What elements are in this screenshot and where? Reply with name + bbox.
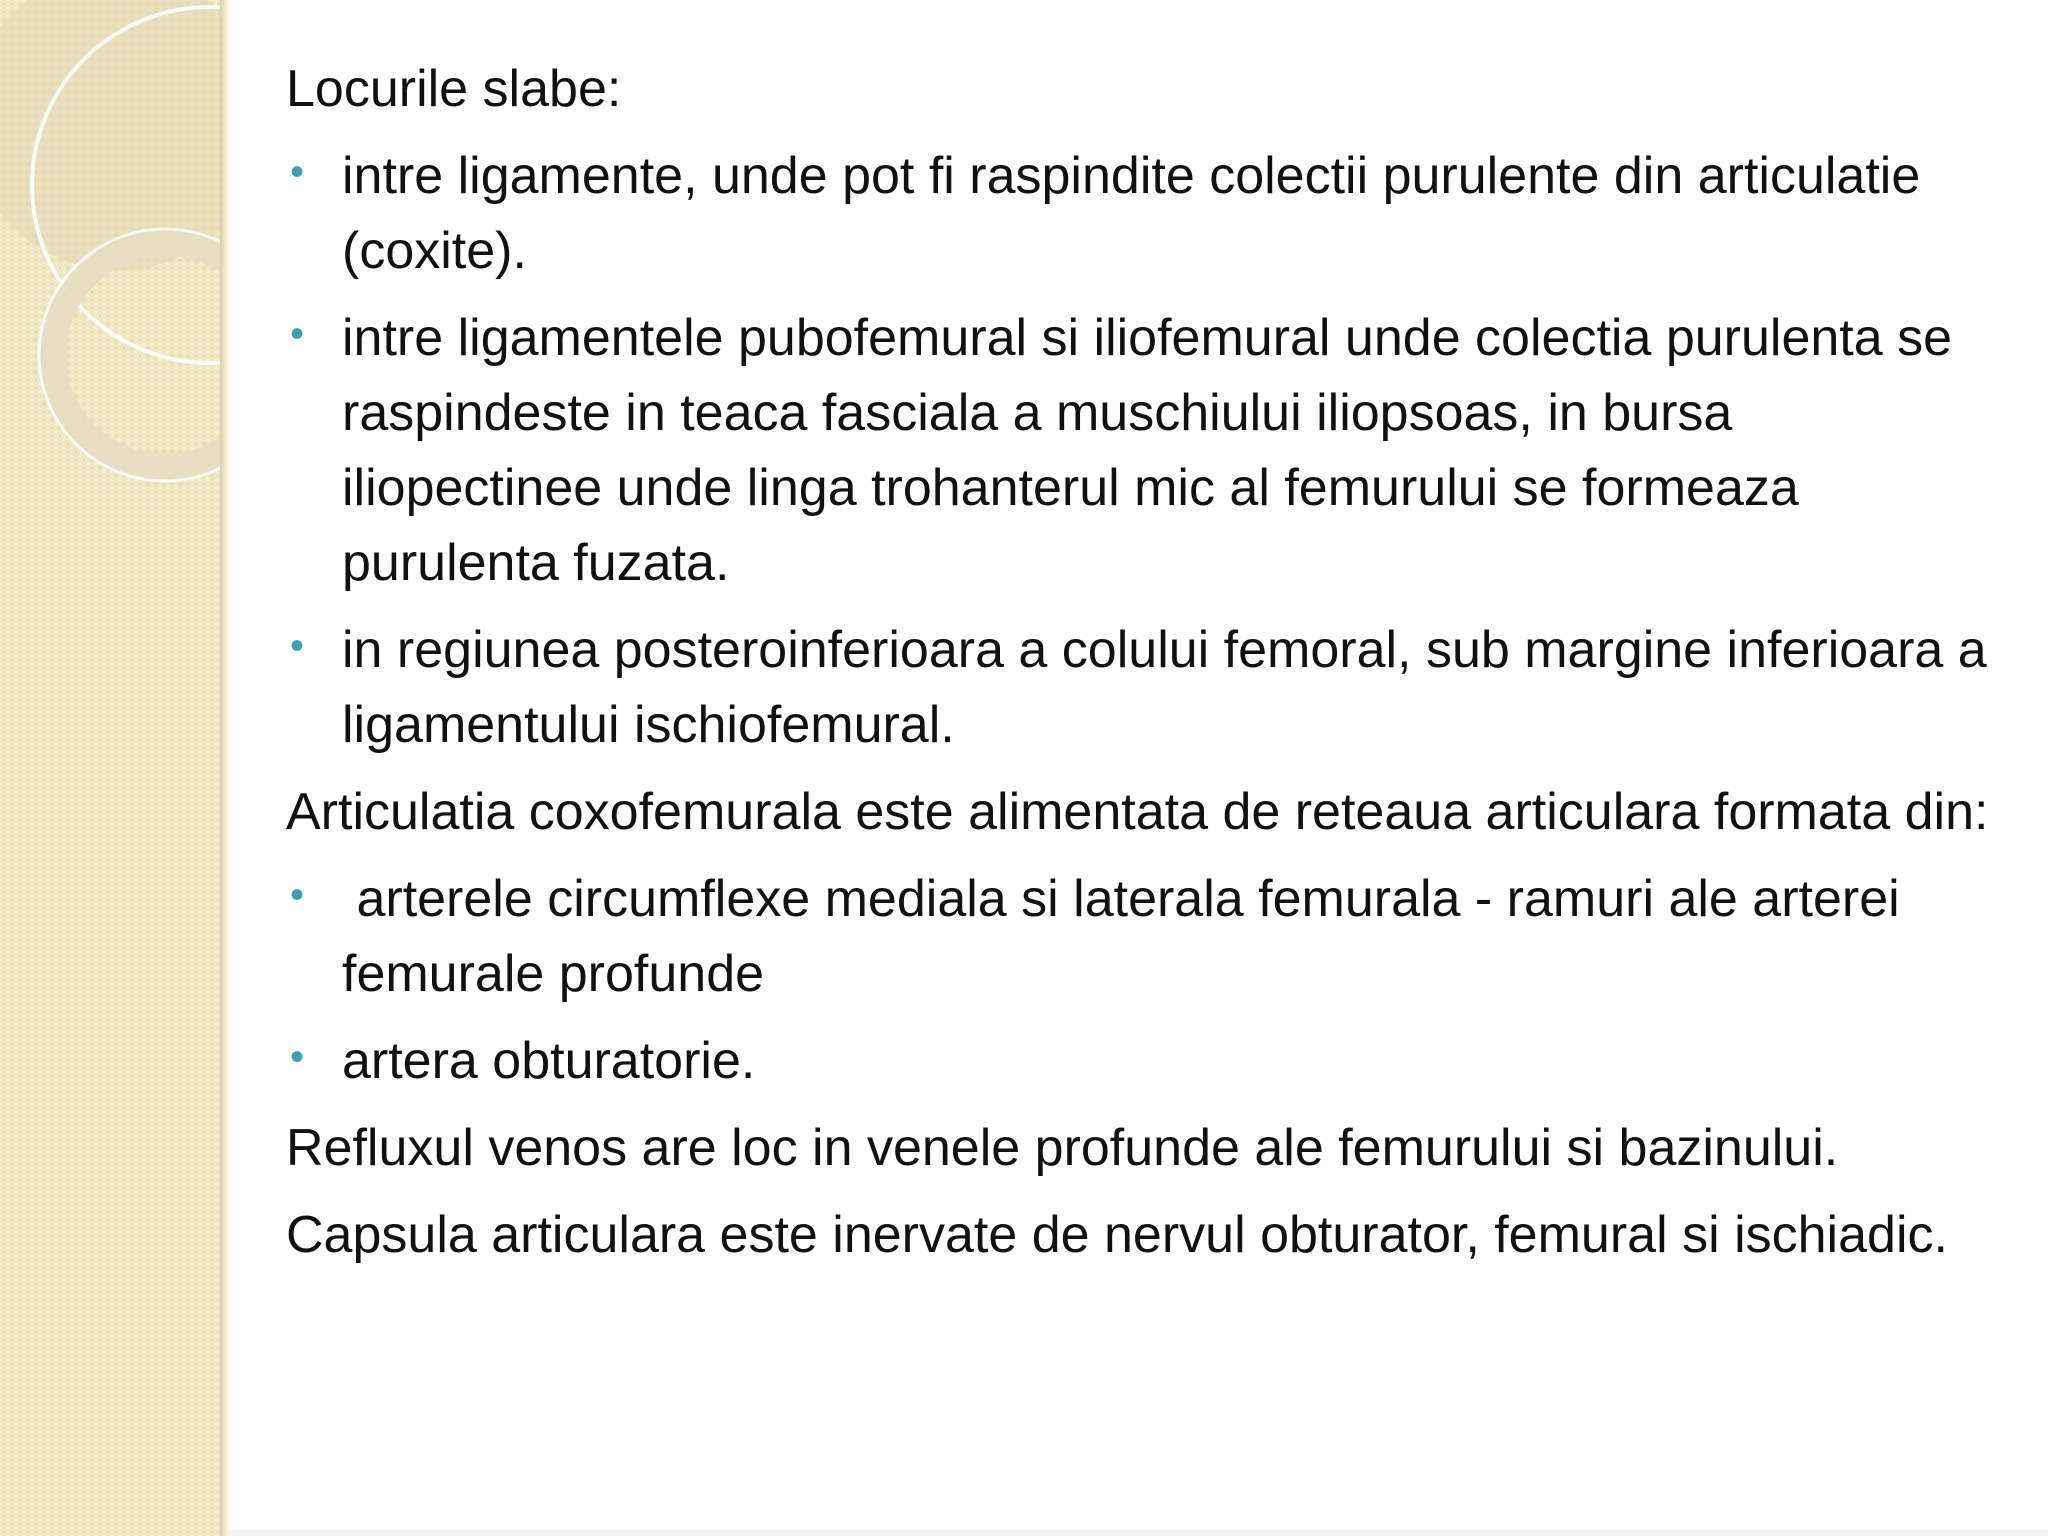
venous-text: Refluxul venos are loc in venele profunde ale femurului si bazinului. [286,1119,1839,1177]
decorative-circles [0,0,228,520]
heading-weak-spots: Locurile slabe: [286,60,622,118]
weak-spot-text: intre ligamentele pubofemural si iliofemural unde colectia purulenta se raspindeste in teaca fasciala a muschiului iliopsoas, in bursa iliopectinee unde linga trohanterul mic al femurului se formeaza purulenta fuzata. [342,309,1953,592]
artery-item [286,862,2006,1012]
bullet-icon: • [290,312,305,356]
slide-bottom-edge [228,1530,2048,1536]
bullet-icon: • [290,624,305,668]
weak-spot-item [286,139,2006,289]
innervation-text: Capsula articulara este inervate de nervul obturator, femural si ischiadic. [286,1206,1948,1264]
artery-item [286,1024,2006,1099]
weak-spot-text: in regiunea posteroinferioara a colului femoral, sub margine inferioara a ligamentului ischiofemural. [342,621,1987,754]
bullet-icon: • [290,873,305,917]
weak-spot-text: intre ligamente, unde pot fi raspindite colectii purulente din articulatie (coxite). [342,147,1921,280]
artery-text: arterele circumflexe mediala si laterala femurala - ramuri ale arterei femurale profunde [342,870,1915,1003]
slide-content [286,52,2006,1285]
blood-supply-intro: Articulatia coxofemurala este alimentata de reteaua articulara formata din: [286,783,1989,841]
decorative-sidebar [0,0,228,1536]
weak-spot-item [286,301,2006,601]
artery-text: artera obturatorie. [342,1032,756,1090]
bullet-icon: • [290,150,305,194]
sidebar-edge [220,0,230,1536]
weak-spot-item [286,613,2006,763]
bullet-icon: • [290,1035,305,1079]
